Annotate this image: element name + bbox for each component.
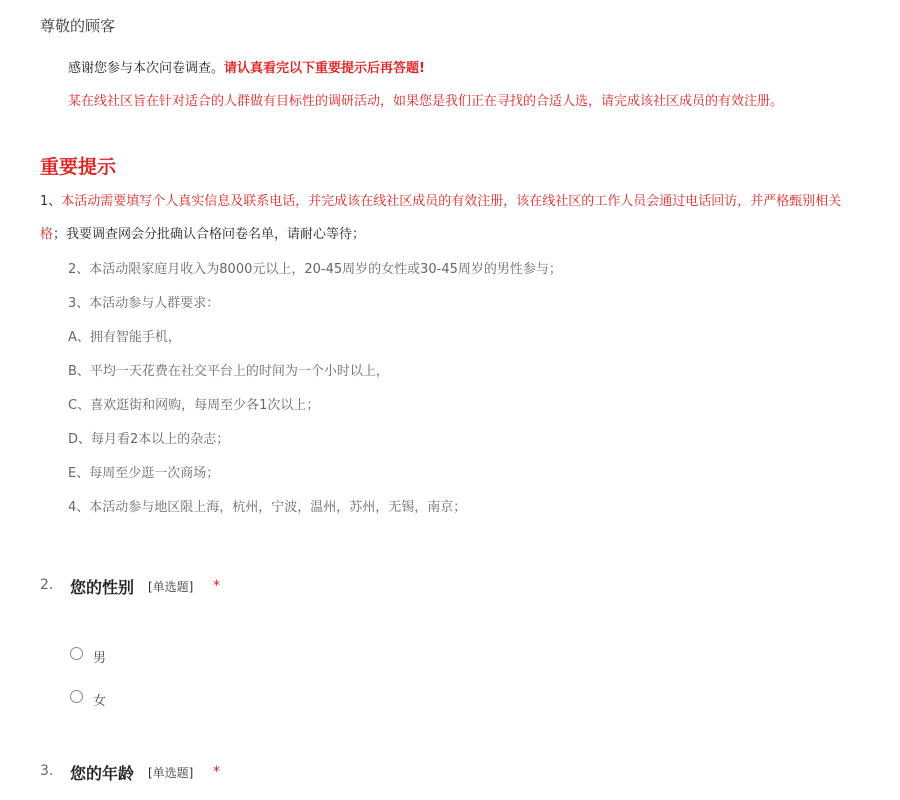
question-number: 2. bbox=[40, 577, 54, 593]
question-type: [单选题] bbox=[148, 766, 194, 780]
option-label-male[interactable]: 男 bbox=[93, 651, 107, 666]
tip-item-1-rest: ；我要调查网会分批确认合格问卷名单，请耐心等待； bbox=[53, 227, 366, 242]
greeting-text: 尊敬的顾客 bbox=[40, 17, 116, 35]
tip-item-e: E、每周至少逛一次商场； bbox=[68, 466, 220, 481]
required-marker: * bbox=[213, 578, 220, 594]
tip-item-1 bbox=[40, 190, 900, 209]
tip-item-1-text: 本活动需要填写个人真实信息及联系电话，并完成该在线社区成员的有效注册，该在线社区的工作人员会通过电话回访，并严格甄别相关 bbox=[61, 194, 842, 209]
tip-item-1-number: 1、 bbox=[40, 194, 62, 209]
intro-purpose: 某在线社区旨在针对适合的人群做有目标性的调研活动，如果您是我们正在寻找的合适人选，请完成该社区成员的有效注册。 bbox=[68, 94, 784, 109]
question-number: 3. bbox=[40, 763, 54, 779]
question-title: 您的年龄 bbox=[70, 764, 135, 783]
question-title: 您的性别 bbox=[70, 578, 135, 597]
radio-female[interactable] bbox=[70, 690, 83, 703]
tip-item-1-cont bbox=[40, 223, 365, 242]
tip-item-d: D、每月看2本以上的杂志； bbox=[68, 432, 230, 447]
question-type: [单选题] bbox=[148, 580, 194, 594]
notice-text: 请认真看完以下重要提示后再答题! bbox=[224, 61, 425, 76]
tip-item-c: C、喜欢逛街和网购，每周至少各1次以上； bbox=[68, 398, 320, 413]
tip-item-4: 4、本活动参与地区限上海，杭州，宁波，温州，苏州，无锡，南京； bbox=[68, 500, 467, 515]
tips-title: 重要提示 bbox=[40, 156, 117, 178]
tip-item-2: 2、本活动限家庭月收入为8000元以上，20-45周岁的女性或30-45周岁的男性参与； bbox=[68, 262, 562, 277]
tip-item-1-text-cont: 格 bbox=[40, 227, 54, 242]
tip-item-b: B、平均一天花费在社交平台上的时间为一个小时以上， bbox=[68, 364, 389, 379]
tip-item-3: 3、本活动参与人群要求： bbox=[68, 296, 220, 311]
required-marker: * bbox=[213, 764, 220, 780]
option-label-female[interactable]: 女 bbox=[93, 694, 107, 709]
thanks-text: 感谢您参与本次问卷调查。 bbox=[68, 61, 225, 76]
radio-male[interactable] bbox=[70, 647, 83, 660]
tip-item-a: A、拥有智能手机， bbox=[68, 330, 181, 345]
intro-thanks bbox=[68, 57, 425, 76]
